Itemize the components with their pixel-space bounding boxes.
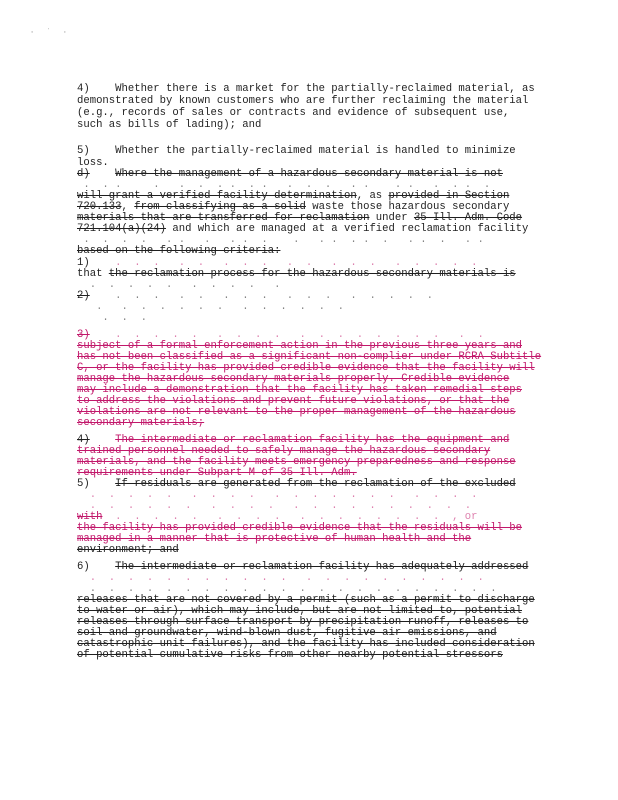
text-line <box>77 246 280 257</box>
text-line <box>77 313 147 324</box>
text-segment: materials, and the facility meets emergency preparedness and response <box>77 456 516 468</box>
text-segment: has not been classified as a significant non-complier under RCRA Subtitle <box>77 351 542 363</box>
text-segment: The intermediate or reclamation facility has adequately addressed <box>115 561 529 573</box>
text-segment: C, or the facility has provided credible evidence that the facility will <box>77 362 535 374</box>
text-line <box>77 545 179 556</box>
text-line <box>77 108 509 119</box>
text-segment: environment; and <box>77 544 179 556</box>
text-segment: under <box>369 212 414 224</box>
text-segment: subject of a formal enforcement action in the previous three years and <box>77 340 523 352</box>
text-segment: to water or air) <box>77 605 179 617</box>
text-segment: of potential cumulative risks from other nearby potential stressors <box>77 649 503 661</box>
text-segment: If residuals are generated from the reclamation of the excluded <box>115 478 516 490</box>
text-segment: such as bills of lading); and <box>77 119 262 131</box>
text-segment: 5) <box>77 478 90 490</box>
text-segment: 720.133 <box>77 201 122 213</box>
text-segment: . . . . . . . . . . . . . . . . . . . . . <box>77 234 484 246</box>
text-segment: violations are not relevant to the proper management of the hazardous <box>77 406 516 418</box>
text-segment: (e.g., records of sales or contracts and evidence of subsequent use, <box>77 107 510 119</box>
text-segment: 35 Ill. Adm. Code <box>413 212 523 224</box>
text-segment: the reclamation process for the hazardous secondary materials is <box>108 268 516 280</box>
text-segment: will grant a verified facility determination <box>77 190 357 202</box>
text-segment: . . . . . . . . . . . . . . . . . , or <box>102 511 478 523</box>
text-segment: demonstrated by known customers who are further reclaiming the material <box>77 95 529 107</box>
text-segment: . . . . . . . . . . . . . . . . . . . . . . <box>77 583 497 595</box>
text-segment: secondary materials; <box>77 417 205 429</box>
text-segment: . . . . . . . . . . . . . . . . . . . . . <box>77 572 484 584</box>
text-segment: d) <box>77 168 90 180</box>
text-segment: waste those hazardous secondary <box>305 201 510 213</box>
text-segment: the facility has provided credible evidence that the residuals will be <box>77 522 523 534</box>
text-line <box>77 84 535 95</box>
text-segment: to address the violations and prevent future violations, or that the <box>77 395 510 407</box>
text-segment: that <box>77 268 109 280</box>
text-line <box>77 650 503 661</box>
text-segment: (such as a permit to discharge <box>337 594 535 606</box>
scan-specks: · ˙ · <box>30 29 72 37</box>
text-line <box>77 120 261 131</box>
text-segment: 6) <box>77 561 90 573</box>
text-segment: releases that are not covered by a permit <box>77 594 338 606</box>
text-segment: Where the management of a hazardous secondary material is not <box>115 168 503 180</box>
text-segment: . . . . . . . . . . . . . <box>77 301 345 313</box>
text-line <box>77 418 204 429</box>
text-segment: and which are managed at a verified reclamation facility <box>166 223 529 235</box>
text-segment: , <box>121 201 135 213</box>
text-segment: ), and the facility has included consideration <box>242 638 535 650</box>
text-segment: . . . . . . . . . . . . . . . . <box>89 290 434 302</box>
text-segment: from classifying as a solid <box>134 201 306 213</box>
text-segment: 2) <box>77 290 90 302</box>
text-segment: trained personnel needed to safely manage the hazardous secondary <box>77 445 491 457</box>
text-segment: releases through surface transport by precipitation runoff, releases to <box>77 616 529 628</box>
text-segment: 3) <box>77 329 90 341</box>
text-segment: . . . . . . . . . . . . . . . . . . . . . <box>77 179 491 191</box>
text-segment: 4) Whether there is a market for the partially-reclaimed material, as <box>77 83 535 95</box>
text-segment: . . . . . . . . . . . . . . . . . . <box>89 257 478 269</box>
text-segment: loss. <box>77 157 109 169</box>
text-segment: . . . . . . . . . . . . . . . . . . . . <box>77 489 478 501</box>
text-segment: 1) <box>77 257 90 269</box>
text-segment: . . . . . . . . . . . . . . . . . . . <box>89 329 484 341</box>
text-segment: catastrophic unit failures <box>77 638 243 650</box>
text-segment: materials that are transferred for reclamation <box>77 212 370 224</box>
text-segment: , which may include, but are not limited to, potential <box>178 605 523 617</box>
text-segment: may include a demonstration that the facility has taken remedial steps <box>77 384 523 396</box>
text-segment: manage the hazardous secondary materials properly. Credible evidence <box>77 373 510 385</box>
text-segment: provided in Section <box>388 190 510 202</box>
text-segment: 4) <box>77 434 90 446</box>
text-segment: requirements under Subpart M of 35 Ill. Adm. <box>77 467 357 479</box>
text-segment: 721.104(a)(24) <box>77 223 167 235</box>
text-segment: soil and groundwater, wind-blown dust, fugitive air emissions, and <box>77 627 497 639</box>
text-segment: . . . <box>77 312 147 324</box>
text-segment: managed in a manner that is protective of human health and the <box>77 533 472 545</box>
text-segment: The intermediate or reclamation facility has the equipment and <box>115 434 510 446</box>
text-segment: . . . . . . . . . . . . . . . . . . . . <box>77 500 472 512</box>
text-line <box>77 96 528 107</box>
text-segment: with <box>77 511 103 523</box>
text-line <box>77 146 516 157</box>
text-segment: 5) Whether the partially-reclaimed material is handled to minimize <box>77 145 516 157</box>
text-segment: , as <box>356 190 389 202</box>
text-segment: . . . . . . . . . . <box>77 279 281 291</box>
text-segment: based on the following criteria: <box>77 245 281 257</box>
